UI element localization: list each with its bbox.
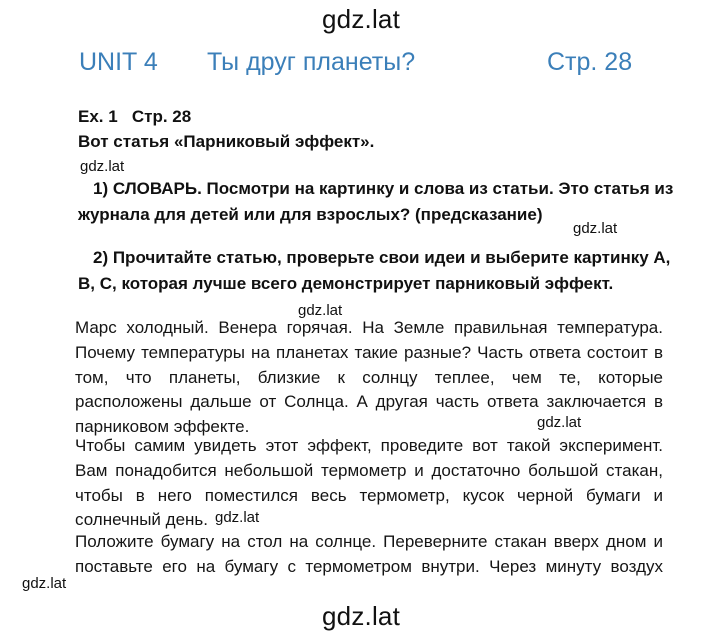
watermark: gdz.lat	[22, 575, 67, 592]
exercise-ref: Ex. 1 Стр. 28	[78, 107, 192, 126]
watermark: gdz.lat	[80, 158, 125, 175]
watermark: gdz.lat	[573, 220, 618, 237]
article-line: Чтобы самим увидеть этот эффект, проведите вот такой эксперимент.	[75, 436, 663, 455]
article-line: Марс холодный. Венера горячая. На Земле правильная температура.	[75, 318, 663, 337]
task-1	[78, 176, 674, 228]
watermark-top: gdz.lat	[322, 4, 401, 34]
watermark: gdz.lat	[298, 302, 343, 319]
article-paragraph-2	[75, 434, 663, 533]
task-1-line: 1) СЛОВАРЬ. Посмотри на картинку и слова из статьи. Это статья из	[93, 179, 674, 198]
article-line: Почему температуры на планетах такие разные? Часть ответа состоит в	[75, 342, 663, 362]
exercise-intro: Вот статья «Парниковый эффект».	[78, 132, 375, 151]
article-line: солнечный день.	[75, 510, 208, 530]
page-number: Стр. 28	[547, 48, 633, 76]
task-2-line: 2) Прочитайте статью, проверьте свои идеи и выберите картинку А,	[93, 248, 671, 267]
task-1-line: журнала для детей или для взрослых? (предсказание)	[78, 205, 543, 224]
task-2	[78, 245, 671, 297]
article-line: поставьте его на бумагу с термометром внутри. Через минуту воздух	[75, 556, 663, 576]
article-paragraph-3	[75, 530, 663, 580]
watermark-bottom: gdz.lat	[322, 601, 401, 631]
article-line: Положите бумагу на стол на солнце. Переверните стакан вверх дном и	[75, 532, 663, 551]
article-line: расположены дальше от Солнца. А другая часть ответа заключается в	[75, 392, 663, 412]
article-paragraph-1	[75, 316, 663, 440]
article-line: парниковом эффекте.	[75, 417, 250, 437]
article-line: чтобы в него поместился весь термометр, кусок черной бумаги и	[75, 485, 663, 505]
article-line: том, что планеты, близкие к солнцу теплее, чем те, которые	[75, 367, 663, 387]
watermark: gdz.lat	[537, 414, 582, 431]
article-line: Вам понадобится небольшой термометр и достаточно большой стакан,	[75, 460, 663, 480]
page-title: Ты друг планеты?	[207, 48, 416, 76]
task-2-line: В, С, которая лучше всего демонстрирует парниковый эффект.	[78, 274, 614, 293]
unit-label: UNIT 4	[79, 48, 158, 76]
watermark: gdz.lat	[215, 509, 260, 526]
